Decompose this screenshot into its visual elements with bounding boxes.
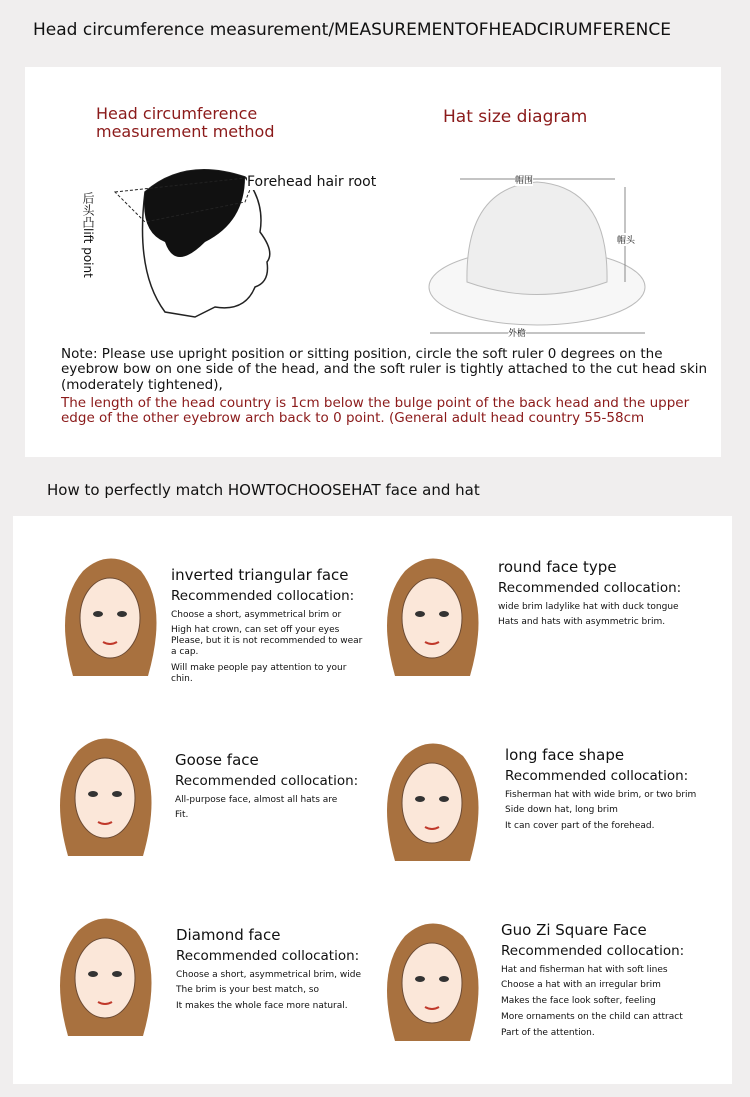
recommendation-line: Hat and fisherman hat with soft lines	[501, 964, 668, 975]
face-name: long face shape	[505, 746, 625, 764]
recommended-label: Recommended collocation:	[501, 943, 685, 959]
face-name: Diamond face	[176, 926, 281, 944]
face-illustration	[53, 546, 168, 690]
face-illustration	[48, 906, 163, 1050]
recommendation-line: wide brim ladylike hat with duck tongue	[498, 601, 679, 612]
face-name: round face type	[498, 558, 617, 576]
face-match-panel	[13, 516, 732, 1084]
recommendation-line: All-purpose face, almost all hats are	[175, 794, 338, 805]
face-illustration	[48, 726, 163, 870]
recommendation-line: High hat crown, can set off your eyes Please, but it is not recommended to wear a cap.	[171, 625, 363, 657]
face-description	[501, 921, 696, 1044]
page-title: Head circumference measurement/MEASUREMENTOFHEADCIRUMFERENCE	[33, 20, 671, 40]
recommendation-line: Will make people pay attention to your chin.	[171, 662, 347, 684]
recommendation-line: Choose a hat with an irregular brim	[501, 980, 661, 991]
face-description	[171, 566, 366, 689]
recommended-label: Recommended collocation:	[171, 588, 355, 604]
diagram-title: Hat size diagram	[443, 107, 588, 127]
method-title: Head circumference measurement method	[96, 104, 275, 141]
back-label: 后头凸lift point	[81, 192, 95, 278]
measurement-note: Note: Please use upright position or sitting position, circle the soft ruler 0 degrees on the eyebrow bow on one side of the head, and the soft ruler is tightly attached to the cut head skin (moderately tightened),	[61, 346, 708, 393]
hat-circ-label: 帽围	[515, 173, 533, 186]
recommendation-line: Fit.	[175, 810, 189, 821]
recommendation-line: Choose a short, asymmetrical brim, wide	[176, 969, 361, 980]
match-title: How to perfectly match HOWTOCHOOSEHAT face and hat	[47, 481, 480, 499]
recommendation-line: It makes the whole face more natural.	[176, 1001, 348, 1012]
recommendation-line: Hats and hats with asymmetric brim.	[498, 617, 666, 628]
recommendation-line: The brim is your best match, so	[176, 985, 319, 996]
recommended-label: Recommended collocation:	[505, 768, 689, 784]
hat-brim-label: 外檐	[508, 326, 526, 339]
face-description	[498, 558, 693, 633]
recommended-label: Recommended collocation:	[498, 580, 682, 596]
face-name: Goose face	[175, 751, 259, 769]
face-name: inverted triangular face	[171, 566, 349, 584]
recommendation-line: Fisherman hat with wide brim, or two brim	[505, 789, 697, 800]
hat-height-label: 帽头	[617, 233, 635, 246]
face-description	[505, 746, 700, 837]
recommended-label: Recommended collocation:	[176, 948, 360, 964]
recommendation-line: Side down hat, long brim	[505, 805, 618, 816]
recommendation-line: Makes the face look softer, feeling	[501, 996, 656, 1007]
face-illustration	[375, 546, 490, 690]
hat-diagram	[425, 167, 655, 342]
face-illustration	[375, 911, 490, 1055]
face-description	[175, 751, 370, 826]
face-name: Guo Zi Square Face	[501, 921, 647, 939]
forehead-label: Forehead hair root	[247, 174, 377, 190]
face-description	[176, 926, 371, 1017]
recommended-label: Recommended collocation:	[175, 773, 359, 789]
recommendation-line: It can cover part of the forehead.	[505, 821, 655, 832]
measurement-panel	[25, 67, 721, 457]
recommendation-line: Part of the attention.	[501, 1027, 595, 1038]
recommendation-line: More ornaments on the child can attract	[501, 1011, 683, 1022]
face-illustration	[375, 731, 490, 875]
measurement-note-red: The length of the head country is 1cm below the bulge point of the back head and the upper edge of the other eyebrow arch back to 0 point. (General adult head country 55-58cm	[61, 395, 690, 427]
recommendation-line: Choose a short, asymmetrical brim or	[171, 609, 342, 620]
